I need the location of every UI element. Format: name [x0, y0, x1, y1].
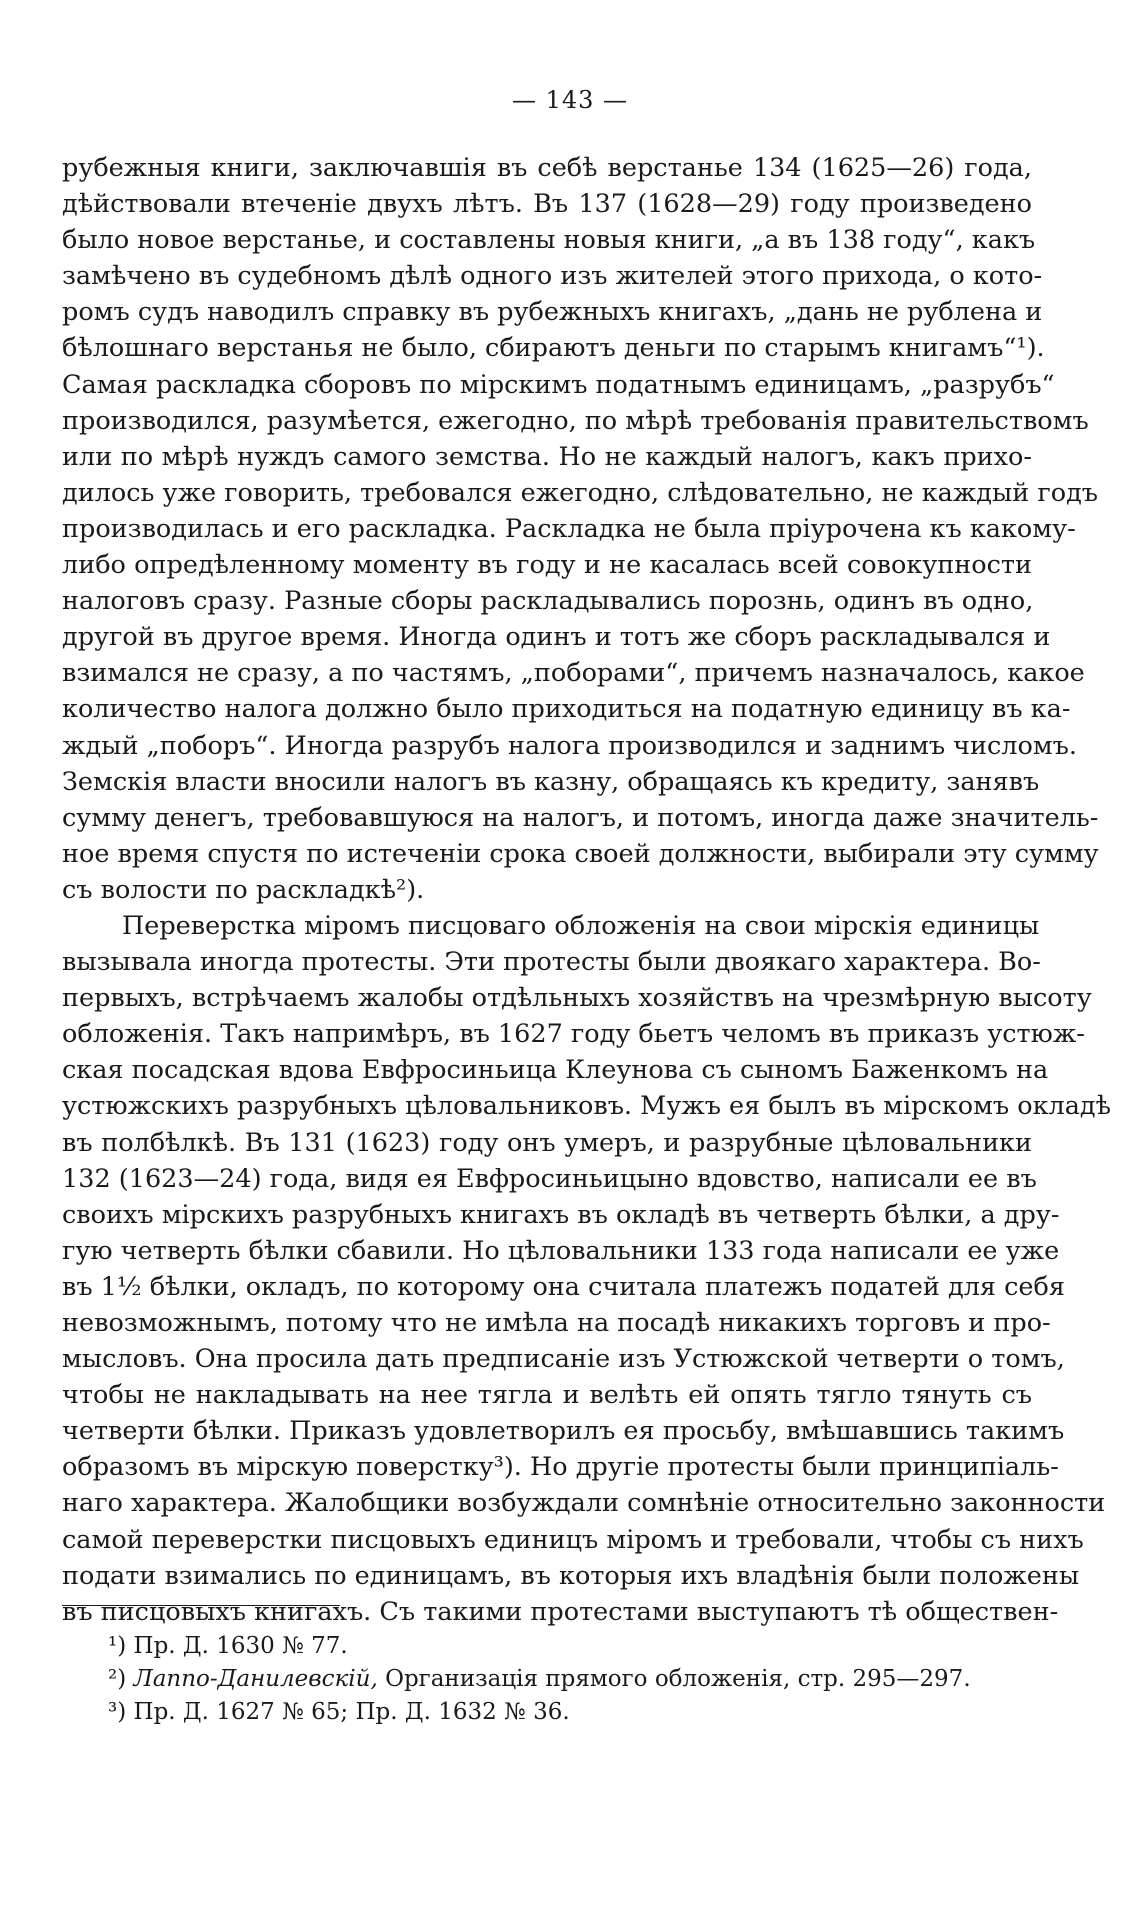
text-line: производился, разумѣется, ежегодно, по мѣрѣ требованія правительствомъ: [62, 405, 1089, 436]
text-line: образомъ въ мірскую поверстку³). Но другіе протесты были принципіаль-: [62, 1452, 1059, 1483]
footnote-text: Пр. Д. 1630 № 77.: [133, 1633, 348, 1659]
text-line: рубежныя книги, заключавшія въ себѣ верстанье 134 (1625—26) года,: [62, 153, 1032, 183]
text-line: или по мѣрѣ нуждъ самого земства. Но не каждый налогъ, какъ прихо-: [62, 441, 1032, 472]
text-line: подати взимались по единицамъ, въ которыя ихъ владѣнія были положены: [62, 1560, 1080, 1591]
footnotes: [108, 1630, 1038, 1729]
text-line: четверти бѣлки. Приказъ удовлетворилъ ея просьбу, вмѣшавшись такимъ: [62, 1416, 1065, 1447]
text-line: сумму денегъ, требовавшуюся на налогъ, и потомъ, иногда даже значитель-: [62, 802, 1099, 833]
footnote-1: [108, 1630, 1038, 1663]
text-line: либо опредѣленному моменту въ году и не касалась всей совокупности: [62, 550, 1032, 581]
text-line: дилось уже говорить, требовался ежегодно, слѣдовательно, не каждый годъ: [62, 477, 1099, 508]
paragraph-1: [62, 150, 1099, 908]
text-line: ская посадская вдова Евфросиньица Клеунова съ сыномъ Баженкомъ на: [62, 1055, 1049, 1086]
text-line: самой переверстки писцовыхъ единицъ міромъ и требовали, чтобы съ нихъ: [62, 1524, 1084, 1555]
text-line: въ 1½ бѣлки, окладъ, по которому она считала платежъ податей для себя: [62, 1271, 1065, 1302]
footnote-mark: ³): [108, 1699, 127, 1725]
page-number: — 143 —: [511, 86, 629, 114]
footnote-3: [108, 1696, 1038, 1729]
text-line: ромъ судъ наводилъ справку въ рубежныхъ книгахъ, „дань не рублена и: [62, 297, 1043, 328]
text-line: обложенія. Такъ напримѣръ, въ 1627 году бьетъ челомъ въ приказъ устюж-: [62, 1019, 1085, 1050]
text-line: производилась и его раскладка. Раскладка не была пріурочена къ какому-: [62, 513, 1076, 544]
text-line: мысловъ. Она просила дать предписаніе изъ Устюжской четверти о томъ,: [62, 1344, 1065, 1375]
text-line: чтобы не накладывать на нее тягла и велѣть ей опять тягло тянуть съ: [62, 1380, 1032, 1411]
text-line: гую четверть бѣлки сбавили. Но цѣловальники 133 года написали ее уже: [62, 1235, 1060, 1266]
footnote-mark: ²): [108, 1666, 127, 1692]
text-line: ное время спустя по истеченіи срока своей должности, выбирали эту сумму: [62, 838, 1099, 869]
text-line: невозможнымъ, потому что не имѣла на посадѣ никакихъ торговъ и про-: [62, 1308, 1051, 1338]
text-line: въ полбѣлкѣ. Въ 131 (1623) году онъ умеръ, и разрубные цѣловальники: [62, 1127, 1032, 1158]
text-line: ждый „поборъ“. Иногда разрубъ налога производился и заднимъ числомъ.: [62, 730, 1078, 761]
text-line: дѣйствовали втеченіе двухъ лѣтъ. Въ 137 (1628—29) году произведено: [62, 189, 1032, 220]
text-line: своихъ мірскихъ разрубныхъ книгахъ въ окладѣ въ четверть бѣлки, а дру-: [62, 1199, 1060, 1230]
footnote-author: Лаппо-Данилевскій,: [133, 1666, 378, 1692]
footnote-divider: [62, 1605, 340, 1606]
text-line: съ волости по раскладкѣ²).: [62, 874, 425, 905]
text-line: замѣчено въ судебномъ дѣлѣ одного изъ жителей этого прихода, о кото-: [62, 261, 1043, 292]
text-line: бѣлошнаго верстанья не было, сбираютъ деньги по старымъ книгамъ“¹).: [62, 333, 1045, 364]
text-line: Самая раскладка сборовъ по мірскимъ податнымъ единицамъ, „разрубъ“: [62, 369, 1055, 400]
text-line: 132 (1623—24) года, видя ея Евфросиньицыно вдовство, написали ее въ: [62, 1163, 1037, 1194]
main-text: [62, 150, 1111, 1630]
text-line: устюжскихъ разрубныхъ цѣловальниковъ. Мужъ ея былъ въ мірскомъ окладѣ: [62, 1091, 1111, 1122]
paragraph-2: [62, 908, 1111, 1630]
text-line: наго характера. Жалобщики возбуждали сомнѣніе относительно законности: [62, 1488, 1106, 1519]
text-line: Переверстка міромъ писцоваго обложенія на свои мірскія единицы: [122, 910, 1040, 941]
text-line: налоговъ сразу. Разные сборы раскладывались порознь, одинъ въ одно,: [62, 586, 1034, 617]
text-line: въ писцовыхъ книгахъ. Съ такими протестами выступаютъ тѣ обществен-: [62, 1596, 1059, 1627]
footnote-text: Организація прямого обложенія, стр. 295—297.: [377, 1666, 971, 1692]
text-line: количество налога должно было приходиться на податную единицу въ ка-: [62, 694, 1071, 725]
text-line: Земскія власти вносили налогъ въ казну, обращаясь къ кредиту, занявъ: [62, 766, 1040, 797]
text-line: взимался не сразу, а по частямъ, „поборами“, причемъ назначалось, какое: [62, 658, 1085, 689]
footnote-mark: ¹): [108, 1633, 127, 1659]
footnote-2: [108, 1663, 1038, 1696]
text-line: было новое верстанье, и составлены новыя книги, „а въ 138 году“, какъ: [62, 225, 1036, 256]
text-line: другой въ другое время. Иногда одинъ и тотъ же сборъ раскладывался и: [62, 622, 1051, 653]
footnote-text: Пр. Д. 1627 № 65; Пр. Д. 1632 № 36.: [133, 1699, 570, 1725]
text-line: первыхъ, встрѣчаемъ жалобы отдѣльныхъ хозяйствъ на чрезмѣрную высоту: [62, 983, 1092, 1014]
text-line: вызывала иногда протесты. Эти протесты были двоякаго характера. Во-: [62, 947, 1041, 978]
